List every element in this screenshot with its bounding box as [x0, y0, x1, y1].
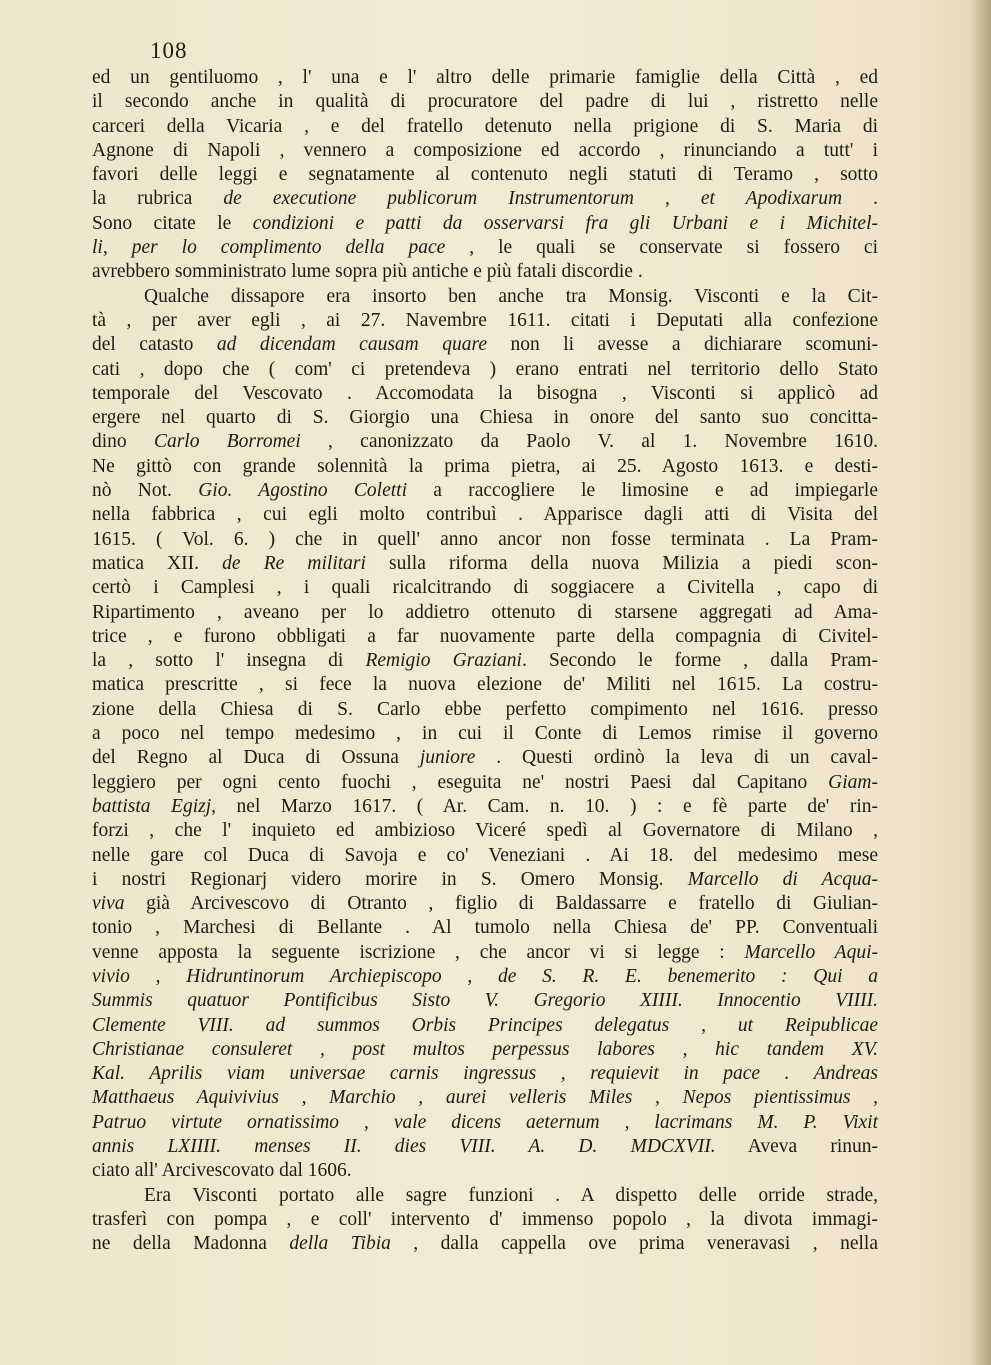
text-segment: i nostri Regionarj videro morire in S. Omero Monsig. — [92, 868, 688, 890]
italic-segment: Summis quatuor Pontificibus Sisto V. Gregorio XIIII. Innocentio VIIII. — [92, 990, 878, 1012]
text-segment: avrebbero somministrato lume sopra più antiche e più fatali discordie . — [92, 261, 643, 283]
text-segment: non li avesse a dichiarare scomuni- — [487, 334, 879, 356]
text-segment: nelle gare col Duca di Savoja e co' Veneziani . Ai 18. del medesimo mese — [92, 844, 878, 866]
body-text — [92, 66, 878, 1257]
text-segment: 1615. ( Vol. 6. ) che in quell' anno ancor non fosse terminata . La Pram- — [92, 528, 878, 550]
text-line — [92, 479, 878, 503]
text-segment: , le quali se conservate si fossero ci — [445, 237, 879, 259]
text-line — [92, 1135, 878, 1159]
text-segment: la rubrica — [92, 188, 224, 210]
text-segment: il secondo anche in qualità di procuratore del padre di lui , ristretto nelle — [92, 91, 878, 113]
text-line — [92, 406, 878, 430]
text-segment: sulla riforma della nuova Milizia a piedi scon- — [365, 552, 878, 574]
text-line — [92, 868, 878, 892]
text-segment: nella fabbrica , cui egli molto contribuì . Apparisce dagli atti di Visita del — [92, 504, 878, 526]
text-segment: a raccogliere le limosine e ad impiegarle — [407, 480, 878, 502]
text-segment: matica XII. — [92, 552, 223, 574]
text-line — [92, 1111, 878, 1135]
italic-segment: Giam- — [828, 771, 878, 793]
italic-segment: ad dicendam causam quare — [216, 334, 488, 356]
text-line — [92, 163, 878, 187]
text-line — [92, 358, 878, 382]
text-line — [92, 1184, 878, 1208]
page-edge-shadow — [969, 0, 991, 1365]
text-segment: . Secondo le forme , dalla Pram- — [521, 650, 878, 672]
italic-segment: battista Egizj — [92, 795, 212, 817]
italic-segment: Matthaeus Aquivivius , Marchio , aurei velleris Miles , Nepos pientissimus , — [92, 1087, 878, 1109]
italic-segment: Marcello di Acqua- — [687, 868, 878, 890]
text-line — [92, 187, 878, 211]
text-segment: a poco nel tempo medesimo , in cui il Conte di Lemos rimise il governo — [92, 723, 878, 745]
text-segment: , — [102, 237, 132, 259]
page-number: 108 — [150, 38, 188, 63]
text-line — [92, 989, 878, 1013]
text-line — [92, 1014, 878, 1038]
text-line — [92, 455, 878, 479]
text-line — [92, 795, 878, 819]
text-line — [92, 1232, 878, 1256]
text-line — [92, 528, 878, 552]
text-line — [92, 771, 878, 795]
text-segment: ciato all' Arcivescovato dal 1606. — [92, 1160, 352, 1182]
text-segment: , canonizzato da Paolo V. al 1. Novembre 1610. — [300, 431, 878, 453]
italic-segment: Carlo Borromei — [153, 431, 301, 453]
text-segment: forzi , che l' inquieto ed ambizioso Viceré spedì al Governatore di Milano , — [92, 820, 878, 842]
text-segment: certò i Camplesi , i quali ricalcitrando di soggiacere a Civitella , capo di — [92, 577, 878, 599]
italic-segment: Patruo virtute ornatissimo , vale dicens aeternum , lacrimans M. P. Vixit — [92, 1111, 878, 1133]
text-line — [92, 892, 878, 916]
text-segment: temporale del Vescovato . Accomodata la bisogna , Visconti si applicò ad — [92, 382, 878, 404]
text-line — [92, 965, 878, 989]
text-segment: la , sotto l' insegna di — [92, 650, 366, 672]
text-line — [92, 649, 878, 673]
text-segment: . Questi ordinò la leva di un caval- — [475, 747, 878, 769]
italic-segment: annis LXIIII. menses II. dies VIII. A. D. MDCXVII. — [92, 1136, 716, 1158]
italic-segment: viva — [92, 893, 125, 915]
text-line — [92, 1208, 878, 1232]
text-line — [92, 139, 878, 163]
text-segment: Ripartimento , aveano per lo addietro ottenuto di starsene aggregati ad Ama- — [92, 601, 878, 623]
italic-segment: Christianae consuleret , post multos perpessus labores , hic tandem XV. — [92, 1038, 878, 1060]
italic-segment: Clemente VIII. ad summos Orbis Principes delegatus , ut Reipublicae — [92, 1014, 878, 1036]
text-line — [92, 1038, 878, 1062]
text-line — [92, 1159, 878, 1183]
text-segment: . — [842, 188, 879, 210]
italic-segment: Marcello Aqui- — [744, 941, 878, 963]
text-line — [92, 66, 878, 90]
text-segment: Aveva rinun- — [715, 1136, 878, 1158]
text-line — [92, 916, 878, 940]
text-segment: Era Visconti portato alle sagre funzioni . A dispetto delle orride strade, — [144, 1184, 878, 1206]
text-segment: del catasto — [92, 334, 217, 356]
text-segment: già Arcivescovo di Otranto , figlio di Baldassarre e fratello di Giulian- — [124, 893, 878, 915]
text-line — [92, 236, 878, 260]
text-line — [92, 1086, 878, 1110]
text-segment: del Regno al Duca di Ossuna — [92, 747, 420, 769]
italic-segment: de executione publicorum Instrumentorum , et Apodixarum — [223, 188, 843, 210]
italic-segment: Gio. Agostino Coletti — [198, 480, 407, 502]
text-line — [92, 333, 878, 357]
text-line — [92, 430, 878, 454]
text-line — [92, 844, 878, 868]
italic-segment: juniore — [419, 747, 476, 769]
italic-segment: li — [92, 237, 103, 259]
text-line — [92, 552, 878, 576]
text-segment: Ne gittò con grande solennità la prima pietra, ai 25. Agosto 1613. e desti- — [92, 455, 878, 477]
text-segment: matica prescritte , si fece la nuova elezione de' Militi nel 1615. La costru- — [92, 674, 878, 696]
text-segment: cati , dopo che ( com' ci pretendeva ) erano entrati nel territorio dello Stato — [92, 358, 878, 380]
text-line — [92, 746, 878, 770]
text-segment: , dalla cappella ove prima veneravasi , nella — [390, 1233, 878, 1255]
text-segment: favori delle leggi e segnatamente al contenuto negli statuti di Teramo , sotto — [92, 164, 878, 186]
text-segment: trice , e furono obbligati a far nuovamente parte della compagnia di Civitel- — [92, 625, 878, 647]
text-line — [92, 601, 878, 625]
text-line — [92, 625, 878, 649]
text-segment: ne della Madonna — [92, 1233, 290, 1255]
italic-segment: condizioni e patti da osservarsi fra gli Urbani e i Michitel- — [252, 212, 878, 234]
text-segment: ergere nel quarto di S. Giorgio una Chiesa in onore del santo suo concitta- — [92, 407, 878, 429]
text-line — [92, 673, 878, 697]
text-segment: tà , per aver egli , ai 27. Navembre 1611. citati i Deputati alla confezione — [92, 309, 878, 331]
text-line — [92, 698, 878, 722]
text-segment: nò Not. — [92, 480, 199, 502]
italic-segment: della Tibia — [289, 1233, 391, 1255]
text-segment: dino — [92, 431, 154, 453]
text-line — [92, 260, 878, 284]
text-line — [92, 382, 878, 406]
text-line — [92, 309, 878, 333]
text-segment: leggiero per ogni cento fuochi , eseguita ne' nostri Paesi dal Capitano — [92, 771, 829, 793]
text-segment: venne apposta la seguente iscrizione , che ancor vi si legge : — [92, 941, 745, 963]
italic-segment: per lo complimento della pace — [131, 237, 446, 259]
text-segment: trasferì con pompa , e coll' intervento d' immenso popolo , la divota immagi- — [92, 1208, 878, 1230]
italic-segment: de Re militari — [222, 552, 366, 574]
text-line — [92, 722, 878, 746]
text-line — [92, 576, 878, 600]
text-segment: ed un gentiluomo , l' una e l' altro delle primarie famiglie della Città , ed — [92, 67, 878, 88]
italic-segment: Remigio Graziani — [365, 650, 522, 672]
text-segment: Agnone di Napoli , vennero a composizione ed accordo , rinunciando a tutt' i — [92, 139, 878, 161]
text-line — [92, 819, 878, 843]
text-line — [92, 1062, 878, 1086]
text-line — [92, 503, 878, 527]
text-segment: tonio , Marchesi di Bellante . Al tumolo nella Chiesa de' PP. Conventuali — [92, 917, 878, 939]
text-line — [92, 90, 878, 114]
text-line — [92, 212, 878, 236]
text-segment: carceri della Vicaria , e del fratello detenuto nella prigione di S. Maria di — [92, 115, 878, 137]
text-segment: , nel Marzo 1617. ( Ar. Cam. n. 10. ) : e fè parte de' rin- — [211, 795, 878, 817]
text-segment: Sono citate le — [92, 212, 253, 234]
text-segment: zione della Chiesa di S. Carlo ebbe perfetto compimento nel 1616. presso — [92, 698, 878, 720]
italic-segment: Kal. Aprilis viam universae carnis ingressus , requievit in pace . Andreas — [92, 1063, 878, 1085]
text-line — [92, 115, 878, 139]
text-line — [92, 285, 878, 309]
text-segment: Qualche dissapore era insorto ben anche tra Monsig. Visconti e la Cit- — [144, 285, 878, 307]
italic-segment: vivio , Hidruntinorum Archiepiscopo , de S. R. E. benemerito : Qui a — [92, 965, 878, 987]
text-line — [92, 941, 878, 965]
